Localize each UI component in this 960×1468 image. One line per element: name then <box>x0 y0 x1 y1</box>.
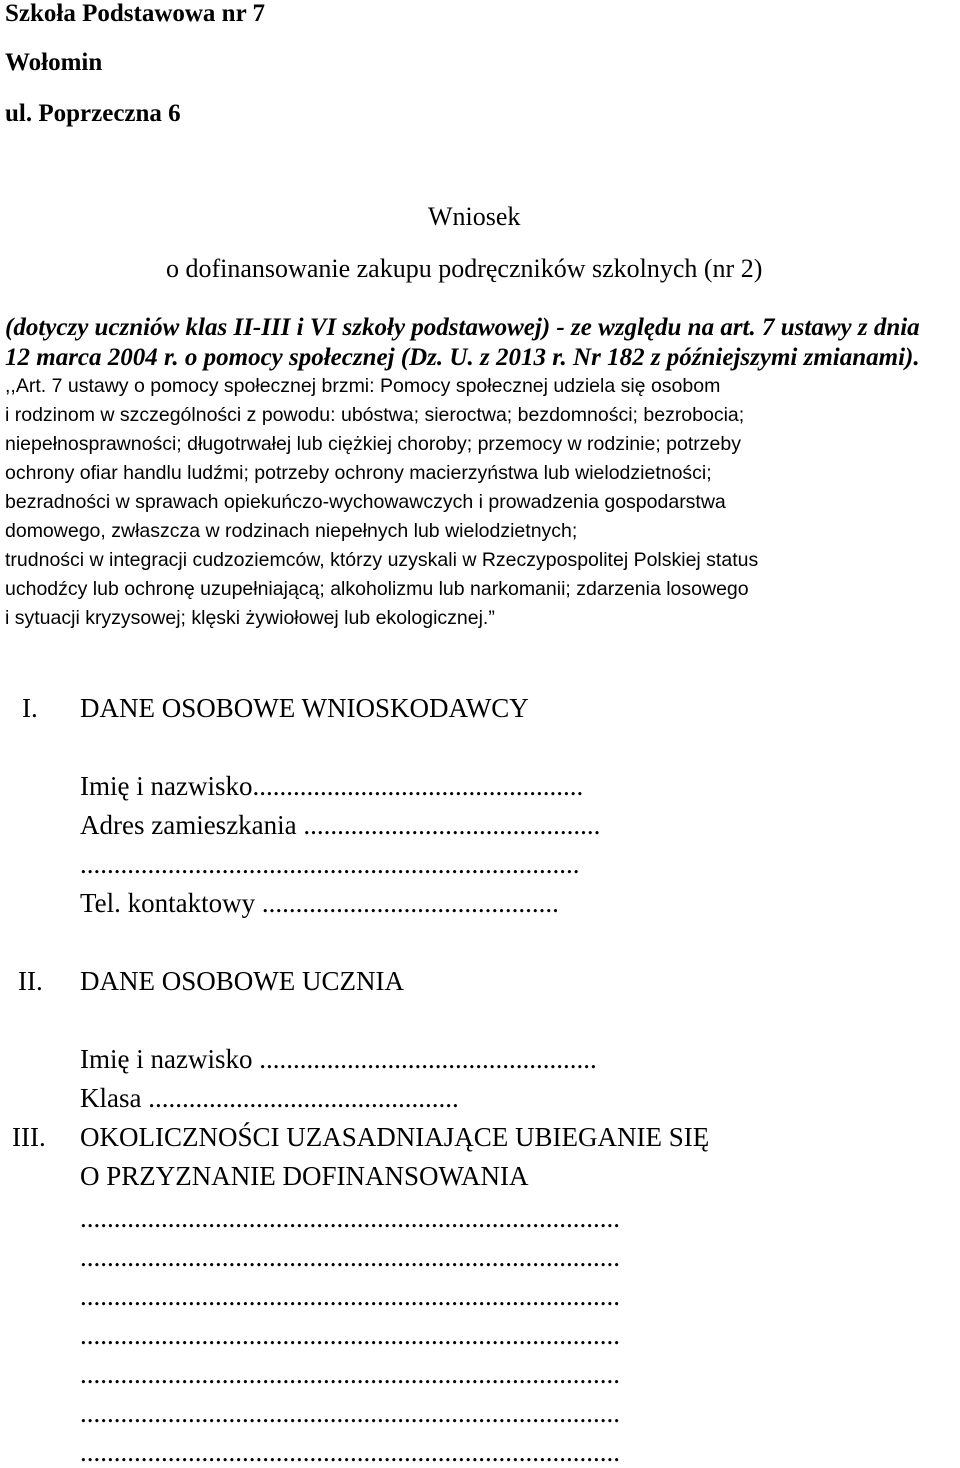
applies-to-line-1: (dotyczy uczniów klas II-III i VI szkoły podstawowej) - ze względu na art. 7 ustawy z dnia <box>5 314 920 341</box>
article-line-4: ochrony ofiar handlu ludźmi; potrzeby ochrony macierzyństwa lub wielodzietności; <box>5 462 712 484</box>
applicant-phone-field[interactable]: Tel. kontaktowy ............................................ <box>80 888 559 918</box>
section-2-heading: DANE OSOBOWE UCZNIA <box>80 966 404 996</box>
school-street: ul. Poprzeczna 6 <box>5 100 181 127</box>
article-line-3: niepełnosprawności; długotrwałej lub ciężkiej choroby; przemocy w rodzinie; potrzeby <box>5 433 741 455</box>
section-1-heading: DANE OSOBOWE WNIOSKODAWCY <box>80 693 529 723</box>
applies-to-line-2: 12 marca 2004 r. o pomocy społecznej (Dz. U. z 2013 r. Nr 182 z późniejszymi zmianami). <box>5 344 920 371</box>
section-3-heading-line-1: OKOLICZNOŚCI UZASADNIAJĄCE UBIEGANIE SIĘ <box>80 1122 710 1152</box>
school-city: Wołomin <box>5 49 103 76</box>
student-name-field[interactable]: Imię i nazwisko .................................................. <box>80 1044 597 1074</box>
article-line-7: trudności w integracji cudzoziemców, którzy uzyskali w Rzeczypospolitej Polskiej status <box>5 549 759 571</box>
article-line-2: i rodzinom w szczególności z powodu: ubóstwa; sieroctwa; bezdomności; bezrobocia; <box>5 404 745 426</box>
article-line-5: bezradności w sprawach opiekuńczo-wychowawczych i prowadzenia gospodarstwa <box>5 491 726 513</box>
section-1-number: I. <box>22 693 38 723</box>
section-3-heading-line-2: O PRZYZNANIE DOFINANSOWANIA <box>80 1161 529 1191</box>
article-line-8: uchodźcy lub ochronę uzupełniającą; alkoholizmu lub narkomanii; zdarzenia losowego <box>5 578 749 600</box>
article-line-6: domowego, zwłaszcza w rodzinach niepełnych lub wielodzietnych; <box>5 520 578 542</box>
justification-line-7[interactable]: ................................................................................ <box>80 1437 620 1467</box>
justification-line-3[interactable]: ................................................................................ <box>80 1281 620 1311</box>
section-2-number: II. <box>18 966 43 996</box>
applicant-name-field[interactable]: Imię i nazwisko................................................. <box>80 771 584 801</box>
justification-line-1[interactable]: ................................................................................ <box>80 1203 620 1233</box>
applicant-address-field[interactable]: Adres zamieszkania ............................................ <box>80 810 601 840</box>
justification-line-6[interactable]: ................................................................................ <box>80 1398 620 1428</box>
article-line-9: i sytuacji kryzysowej; klęski żywiołowej lub ekologicznej.” <box>5 607 495 629</box>
justification-line-2[interactable]: ................................................................................ <box>80 1242 620 1272</box>
justification-line-4[interactable]: ................................................................................ <box>80 1320 620 1350</box>
applicant-address-continuation[interactable]: .......................................................................... <box>80 849 580 879</box>
article-line-1: ,,Art. 7 ustawy o pomocy społecznej brzmi: Pomocy społecznej udziela się osobom <box>5 375 721 397</box>
justification-line-5[interactable]: ................................................................................ <box>80 1359 620 1389</box>
document-subtitle: o dofinansowanie zakupu podręczników szkolnych (nr 2) <box>166 254 763 283</box>
school-name: Szkoła Podstawowa nr 7 <box>5 0 265 27</box>
section-3-number: III. <box>12 1122 46 1152</box>
student-class-field[interactable]: Klasa .............................................. <box>80 1083 459 1113</box>
document-title: Wniosek <box>428 202 521 231</box>
